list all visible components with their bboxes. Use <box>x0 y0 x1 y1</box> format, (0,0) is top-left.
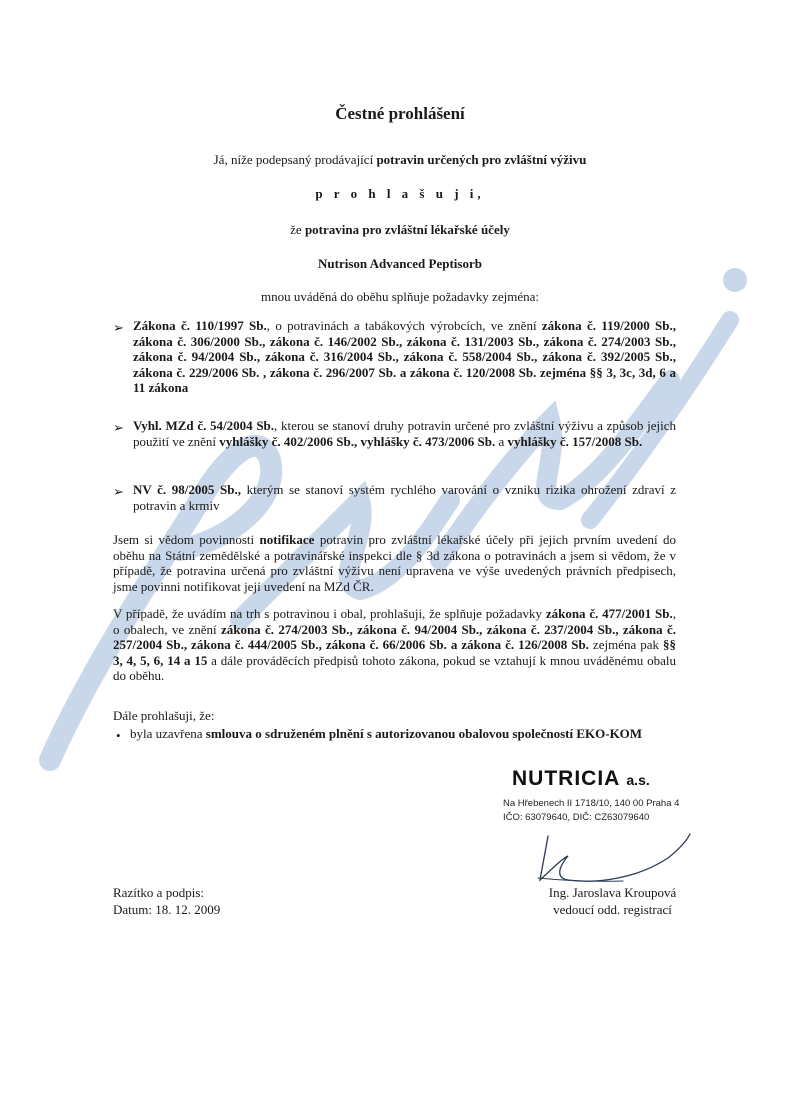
text-segment: Zákona č. 110/1997 Sb. <box>133 318 267 333</box>
packaging-paragraph <box>113 606 676 684</box>
category-bold: potravina pro zvláštní lékařské účely <box>304 222 510 237</box>
text-segment: notifikace <box>259 532 315 547</box>
bullet-arrow-icon: ➢ <box>113 420 124 435</box>
further-declaration: Dále prohlašuji, že: <box>113 708 215 723</box>
text-segment: smlouva o sdruženém plnění s autorizovanou obalovou společností EKO-KOM <box>205 726 643 741</box>
text-segment: , o potravinách a tabákových výrobcích, ve znění <box>266 318 542 333</box>
intro-text: Já, níže podepsaný prodávající <box>213 152 377 167</box>
text-segment: , kterou se stanoví druhy potravin určené pro zvláštní výživu a způsob jejich použití ve znění <box>133 418 676 449</box>
declaration-word: p r o h l a š u j i, <box>315 186 485 201</box>
logo-suffix: a.s. <box>626 772 650 788</box>
bullet-arrow-icon: ➢ <box>113 320 124 335</box>
text-segment: a <box>495 433 508 449</box>
text-segment: vyhlášky č. 402/2006 Sb., vyhlášky č. 473/2006 Sb. <box>219 433 496 449</box>
text-segment: zejména pak <box>588 637 663 652</box>
stamp-ids: IČO: 63079640, DIČ: CZ63079640 <box>503 812 650 823</box>
text-segment: kterým se stanoví systém rychlého varování o vzniku rizika ohrožení zdraví z potravin a krmiv <box>133 482 676 513</box>
intro-bold: potravin určených pro zvláštní výživu <box>376 152 587 167</box>
text-segment: zákona č. 274/2003 Sb., zákona č. 94/2004 Sb., zákona č. 237/2004 Sb., zákona č. 257/2004 Sb., zákona č. 444/2005 Sb., zákona č. 66/2006 Sb. a zákona č. 126/2008 Sb. <box>113 621 677 652</box>
signer-name: Ing. Jaroslava Kroupová <box>548 885 677 900</box>
stamp-address: Na Hřebenech II 1718/10, 140 00 Praha 4 <box>503 798 680 809</box>
notification-paragraph <box>113 532 676 594</box>
intro-line <box>0 152 800 168</box>
text-segment: vyhlášky č. 157/2008 Sb. <box>507 433 643 449</box>
text-segment: zákona č. 477/2001 Sb. <box>545 606 673 621</box>
text-segment: potravin pro zvláštní lékařské účely při jejich prvním uvedení do oběhu na Státní zemědělské a potravinářské inspekci dle § 3d zákona o potravinách a jsem si vědom, že v případě, že potravina určená pro zvláštní výživu není upravena ve výše uvedených právních předpisech, jsme povinni notifikovat její uvedení na MZd ČR. <box>113 532 676 594</box>
stamp-signature-label: Razítko a podpis: <box>113 885 204 900</box>
document-date: Datum: 18. 12. 2009 <box>113 902 221 917</box>
text-segment: §§ 3, 4, 5, 6, 14 a 15 <box>113 637 676 668</box>
text-segment: Vyhl. MZd č. 54/2004 Sb. <box>133 418 275 433</box>
bullet-decree-54-2004 <box>133 418 676 449</box>
text-segment: , o obalech, ve znění <box>113 606 676 637</box>
bullet-nv-98-2005 <box>133 482 676 513</box>
text-segment: zákona č. 119/2000 Sb., zákona č. 306/2000 Sb., zákona č. 146/2002 Sb., zákona č. 131/2003 Sb., zákona č. 274/2003 Sb., zákona č. 94/2004 Sb., zákona č. 316/2004 Sb., zákona č. 558/2004 Sb., zákona č. 392/2005 Sb., zákona č. 229/2006 Sb. , zákona č. 296/2007 Sb. a zákona č. 120/2008 Sb. zejména §§ 3, 3c, 3d, 6 a 11 zákona <box>133 318 676 395</box>
product-category-line <box>0 222 800 238</box>
logo-text: NUTRICIA <box>512 767 620 790</box>
text-segment: V případě, že uvádím na trh s potravinou i obal, prohlašuji, že splňuje požadavky <box>113 606 546 621</box>
product-name: Nutrison Advanced Peptisorb <box>318 256 482 271</box>
requirements-line: mnou uváděná do oběhu splňuje požadavky zejména: <box>261 289 539 304</box>
page-title: Čestné prohlášení <box>335 104 465 123</box>
text-segment: Jsem si vědom povinnosti <box>113 532 260 547</box>
signer-role: vedoucí odd. registrací <box>553 902 672 917</box>
text-segment: a dále prováděcích předpisů tohoto zákona, pokud se vztahují k mnou uváděnému obalu do oběhu. <box>113 652 676 683</box>
bullet-dot-icon: • <box>116 728 121 743</box>
company-stamp-logo <box>512 767 650 791</box>
text-segment: NV č. 98/2005 Sb., <box>133 482 242 497</box>
handwritten-signature <box>528 828 698 888</box>
text-segment: byla uzavřena <box>130 726 206 741</box>
ekokom-contract-line <box>130 726 676 742</box>
bullet-law-110-1997 <box>133 318 676 396</box>
category-text: že <box>290 222 305 237</box>
bullet-arrow-icon: ➢ <box>113 484 124 499</box>
